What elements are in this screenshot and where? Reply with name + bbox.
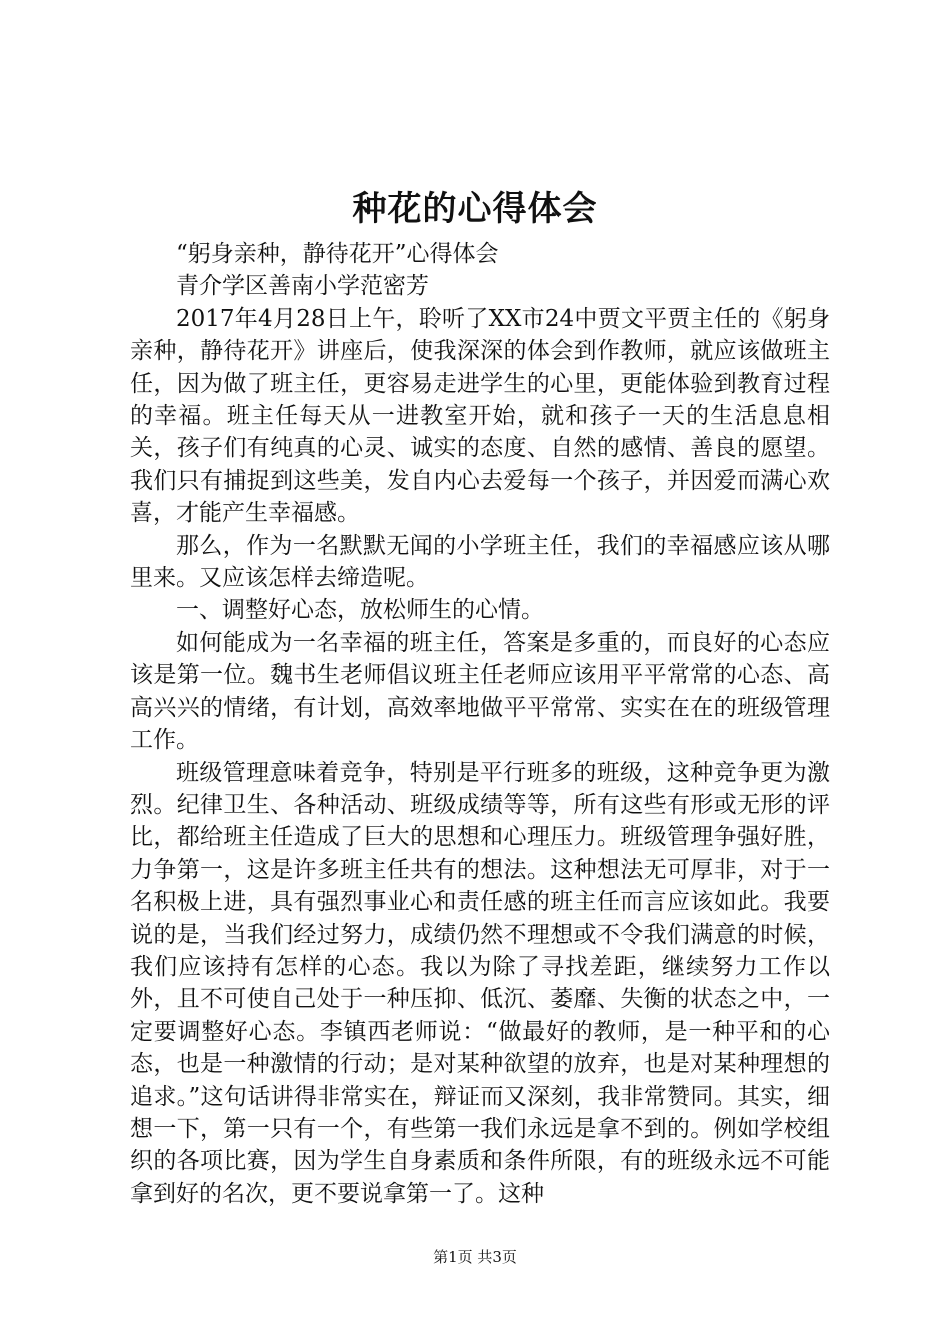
paragraph-competition: 班级管理意味着竞争，特别是平行班多的班级，这种竞争更为激烈。纪律卫生、各种活动、班级成绩等等，所有这些有形或无形的评比，都给班主任造成了巨大的思想和心理压力。班级管理争强好胜，力争第一，这是许多班主任共有的想法。这种想法无可厚非，对于一名积极上进，具有强烈事业心和责任感的班主任而言应该如此。我要说的是，当我们经过努力，成绩仍然不理想或不令我们满意的时候，我们应该持有怎样的心态。我以为除了寻找差距，继续努力工作以外，且不可使自己处于一种压抑、低沉、萎靡、失衡的状态之中，一定要调整好心态。李镇西老师说：“做最好的教师，是一种平和的心态，也是一种激情的行动；是对某种欲望的放弃，也是对某种理想的追求。”这句话讲得非常实在，辩证而又深刻，我非常赞同。其实，细想一下，第一只有一个，有些第一我们永远是拿不到的。例如学校组织的各项比赛，因为学生自身素质和条件所限，有的班级永远不可能拿到好的名次，更不要说拿第一了。这种 xyxy=(130,759,830,1207)
paragraph-question: 那么，作为一名默默无闻的小学班主任，我们的幸福感应该从哪里来。又应该怎样去缔造呢。 xyxy=(130,532,830,592)
paragraph-author: 青介学区善南小学范密芳 xyxy=(176,273,429,300)
section-heading-1: 一、调整好心态，放松师生的心情。 xyxy=(176,597,544,624)
paragraph-subtitle: “躬身亲种，静待花开”心得体会 xyxy=(176,241,499,267)
page-footer: 第1页 共3页 xyxy=(433,1248,517,1266)
document-title: 种花的心得体会 xyxy=(352,189,598,229)
paragraph-mindset: 如何能成为一名幸福的班主任，答案是多重的，而良好的心态应该是第一位。魏书生老师倡议班主任老师应该用平平常常的心态、高高兴兴的情绪，有计划，高效率地做平平常常、实实在在的班级管理工作。 xyxy=(130,629,830,754)
document-body xyxy=(130,238,830,1210)
paragraph-intro: 2017年4月28日上午，聆听了XX市24中贾文平贾主任的《躬身亲种，静待花开》讲座后，使我深深的体会到作教师，就应该做班主任，因为做了班主任，更容易走进学生的心里，更能体验到教育过程的幸福。班主任每天从一进教室开始，就和孩子一天的生活息息相关，孩子们有纯真的心灵、诚实的态度、自然的感情、善良的愿望。我们只有捕捉到这些美，发自内心去爱每一个孩子，并因爱而满心欢喜，才能产生幸福感。 xyxy=(130,305,830,527)
